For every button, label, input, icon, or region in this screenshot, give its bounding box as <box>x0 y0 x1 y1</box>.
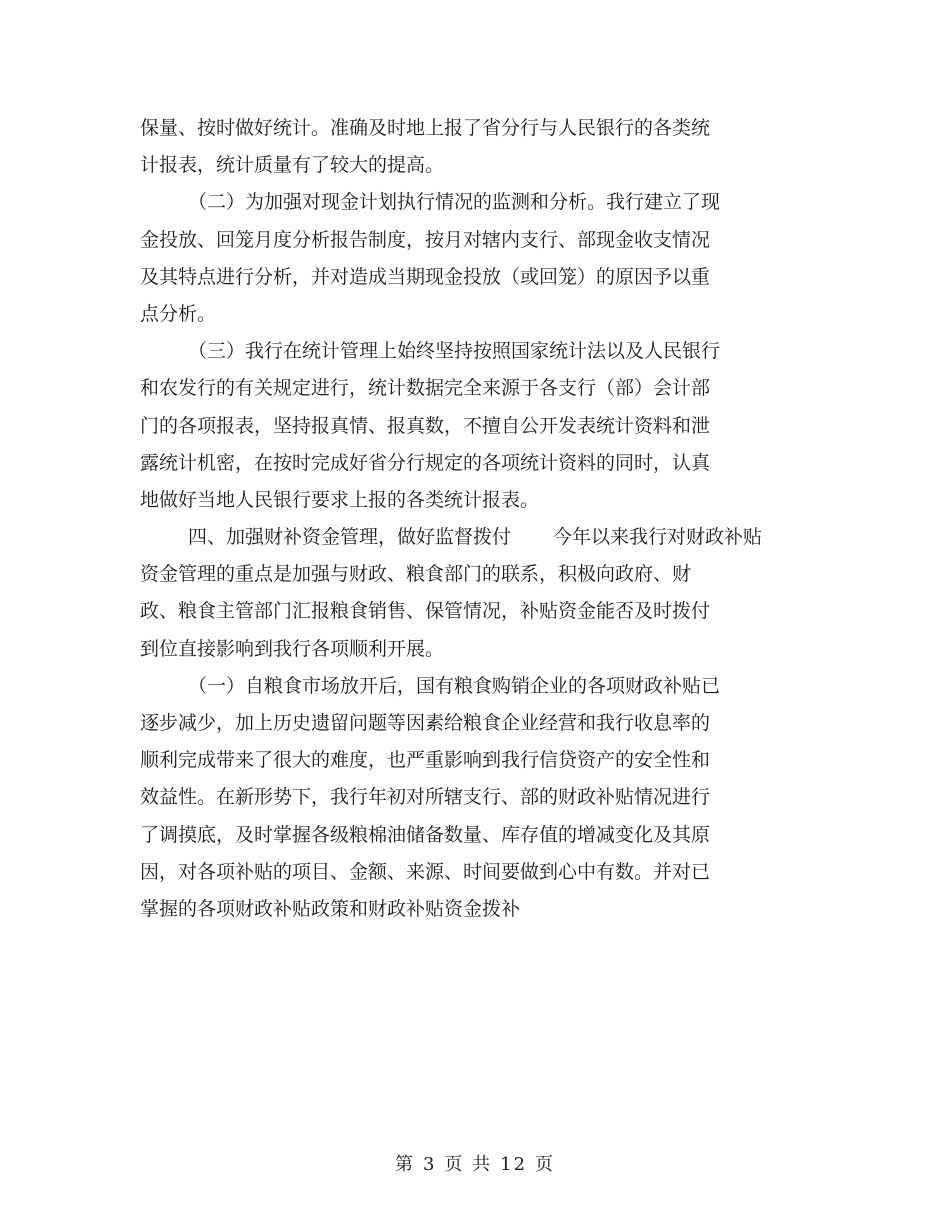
text-line: 逐步减少，加上历史遗留问题等因素给粮食企业经营和我行收息率的 <box>140 712 711 734</box>
text-line: 了调摸底，及时掌握各级粮棉油储备数量、库存值的增减变化及其原 <box>140 823 711 846</box>
text-line: （一）自粮食市场放开后，国有粮食购销企业的各项财政补贴已 <box>188 674 721 697</box>
text-line: （三）我行在统计管理上始终坚持按照国家统计法以及人民银行 <box>188 340 721 363</box>
footer-middle: 页 共 <box>444 1154 493 1175</box>
document-body <box>140 110 800 928</box>
footer-suffix: 页 <box>535 1154 556 1175</box>
text-line: 效益性。在新形势下，我行年初对所辖支行、部的财政补贴情况进行 <box>140 786 711 809</box>
footer-prefix: 第 <box>394 1154 415 1175</box>
text-line: 资金管理的重点是加强与财政、粮食部门的联系，积极向政府、财 <box>140 563 692 586</box>
text-line: 和农发行的有关规定进行，统计数据完全来源于各支行（部）会计部 <box>140 377 711 400</box>
text-line: 顺利完成带来了很大的难度，也严重影响到我行信贷资产的安全性和 <box>140 749 711 772</box>
text-line: 掌握的各项财政补贴政策和财政补贴资金拨补 <box>140 897 521 920</box>
text-line: 露统计机密，在按时完成好省分行规定的各项统计资料的同时，认真 <box>140 451 711 474</box>
text-line: 政、粮食主管部门汇报粮食销售、保管情况，补贴资金能否及时拨付 <box>140 600 711 623</box>
text-line: 点分析。 <box>140 302 217 325</box>
text-line: 地做好当地人民银行要求上报的各类统计报表。 <box>140 488 540 511</box>
text-line: 因，对各项补贴的项目、金额、来源、时间要做到心中有数。并对已 <box>140 860 711 883</box>
text-line: 金投放、回笼月度分析报告制度，按月对辖内支行、部现金收支情况 <box>140 228 711 251</box>
text-line: 保量、按时做好统计。准确及时地上报了省分行与人民银行的各类统 <box>140 117 711 139</box>
text-line: 到位直接影响到我行各项顺利开展。 <box>140 637 445 660</box>
current-page-number: 3 <box>422 1154 437 1175</box>
text-line: 及其特点进行分析，并对造成当期现金投放（或回笼）的原因予以重 <box>140 265 711 288</box>
text-line: 门的各项报表，坚持报真情、报真数，不擅自公开发表统计资料和泄 <box>140 414 711 437</box>
section-intro: 今年以来我行对财政补贴 <box>553 526 763 549</box>
total-pages-number: 12 <box>500 1154 528 1175</box>
page-footer <box>0 1150 950 1176</box>
section-heading: 四、加强财补资金管理，做好监督拨付 <box>188 526 512 549</box>
section-heading-line <box>140 519 800 556</box>
text-line: （二）为加强对现金计划执行情况的监测和分析。我行建立了现 <box>188 191 721 214</box>
text-line: 计报表，统计质量有了较大的提高。 <box>140 154 445 177</box>
